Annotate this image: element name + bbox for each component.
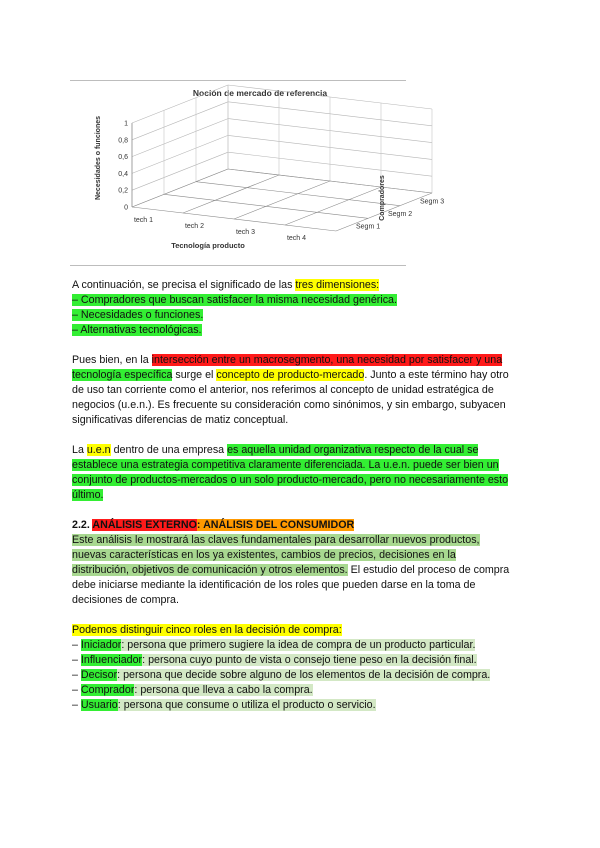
role-desc: : persona cuyo punto de vista o consejo tiene peso en la decisión final. xyxy=(142,654,477,666)
x-tick-labels xyxy=(134,217,306,242)
highlight-uen-definition: último. xyxy=(72,489,104,501)
x-axis-label: Tecnología producto xyxy=(171,241,245,250)
dimension-item xyxy=(72,308,532,323)
x-tick-label: tech 1 xyxy=(133,217,154,224)
role-name: Influenciador xyxy=(80,654,143,666)
y-tick-label: 0,4 xyxy=(118,170,128,178)
chart-title: Noción de mercado de referencia xyxy=(192,88,328,98)
role-desc: : persona que consume o utiliza el producto o servicio. xyxy=(117,699,376,711)
y-tick-label: 0,8 xyxy=(118,137,128,145)
heading-number: 2.2. xyxy=(72,519,93,531)
text: Pues bien, en la xyxy=(72,354,152,366)
text: La xyxy=(72,444,87,456)
highlight-analysis: nuevas características en los ya existentes, cambios de precios, decisiones en la xyxy=(72,549,456,561)
y-tick-label: 0 xyxy=(124,204,128,212)
chart-bottom-rule xyxy=(70,265,406,266)
z-tick-label: Segm 1 xyxy=(356,223,381,231)
gridline-side xyxy=(132,85,228,123)
dimension-item-text: Alternativas tecnológicas. xyxy=(80,324,202,336)
text: negocios (u.e.n.). Es frecuente su consideración como sinónimos, y sin embargo, subyacen xyxy=(72,399,506,411)
highlight-analysis: distribución, objetivos de comunicación y otros elementos. xyxy=(72,564,348,576)
y-tick-labels xyxy=(118,121,128,212)
highlight-roles-intro: Podemos distinguir cinco roles en la decisión de compra: xyxy=(72,624,342,636)
z-axis-label: Compradores xyxy=(379,175,386,221)
heading-external-analysis: ANÁLISIS EXTERNO xyxy=(92,519,197,531)
dimension-item xyxy=(72,323,532,338)
y-axis-label: Necesidades o funciones xyxy=(95,115,102,201)
dimension-item-text: Compradores que buscan satisfacer la misma necesidad genérica. xyxy=(80,294,397,306)
heading-consumer-analysis: ANÁLISIS DEL CONSUMIDOR xyxy=(203,519,355,531)
intro-text: A continuación, se precisa el significado de las xyxy=(72,279,296,291)
gridline-side xyxy=(132,152,228,190)
highlight-product-market: concepto de producto-mercado xyxy=(216,369,365,381)
dash: – xyxy=(72,309,81,321)
dimensions-intro xyxy=(72,278,532,293)
highlight-analysis: Este análisis le mostrará las claves fundamentales para desarrollar nuevos productos, xyxy=(72,534,480,546)
floor-gridline xyxy=(132,207,336,231)
z-tick-label: Segm 3 xyxy=(420,198,445,206)
floor-gridline xyxy=(285,187,381,225)
highlight-uen: u.e.n xyxy=(86,444,111,456)
role-item xyxy=(72,653,532,668)
role-item xyxy=(72,668,532,683)
gridline-side xyxy=(132,135,228,173)
role-name: Usuario xyxy=(80,699,118,711)
role-desc: : persona que lleva a cabo la compra. xyxy=(134,684,313,696)
role-name: Iniciador xyxy=(80,639,122,651)
paragraph-product-market xyxy=(72,353,532,428)
dash: – xyxy=(72,699,81,711)
role-desc: : persona que primero sugiere la idea de compra de un producto particular. xyxy=(121,639,476,651)
text: dentro de una empresa xyxy=(110,444,228,456)
paragraph-uen xyxy=(72,443,532,503)
dimension-item-text: Necesidades o funciones. xyxy=(80,309,204,321)
text: decisiones de compra. xyxy=(72,594,179,606)
role-name: Decisor xyxy=(80,669,118,681)
floor-gridline xyxy=(183,175,279,213)
roles-intro xyxy=(72,623,532,638)
dash: – xyxy=(72,669,81,681)
highlight-uen-definition: es aquella unidad organizativa respecto de la cual se xyxy=(227,444,479,456)
highlight-uen-definition: conjunto de productos-mercados o un solo producto-mercado, pero no necesariamente esto xyxy=(72,474,509,486)
text: El estudio del proceso de compra xyxy=(347,564,510,576)
dash: – xyxy=(72,654,81,666)
text: debe iniciarse mediante la identificación de los roles que pueden darse en la toma de xyxy=(72,579,476,591)
chart-svg xyxy=(70,80,445,266)
role-desc: : persona que decide sobre alguno de los elementos de la decisión de compra. xyxy=(117,669,491,681)
y-tick-label: 0,2 xyxy=(118,187,128,195)
floor-gridline xyxy=(132,169,228,207)
z-tick-label: Segm 2 xyxy=(388,211,413,218)
paragraph-consumer-analysis xyxy=(72,533,532,608)
x-tick-label: tech 4 xyxy=(286,235,307,242)
highlight-technology: tecnología específica xyxy=(72,369,173,381)
section-heading xyxy=(72,518,532,533)
role-name: Comprador xyxy=(80,684,135,696)
y-tick-label: 0,6 xyxy=(118,154,128,162)
dash: – xyxy=(72,639,81,651)
text: surge el xyxy=(172,369,217,381)
dash: – xyxy=(72,294,81,306)
highlight-uen-definition: establece una estrategia competitiva claramente diferenciada. La u.e.n. puede ser bien un xyxy=(72,459,499,471)
text: de uso tan corriente como el anterior, nos referimos al concepto de unidad estratégica de xyxy=(72,384,494,396)
floor-gridline xyxy=(164,194,368,218)
highlight-intersection: intersección entre un macrosegmento, una necesidad por satisfacer y una xyxy=(151,354,503,366)
document-body xyxy=(72,278,532,713)
z-tick-labels xyxy=(356,198,444,230)
gridline-side xyxy=(132,119,228,157)
x-tick-label: tech 3 xyxy=(235,229,256,236)
role-item xyxy=(72,698,532,713)
dimension-item xyxy=(72,293,532,308)
y-tick-label: 1 xyxy=(124,120,128,128)
dash: – xyxy=(72,324,81,336)
dash: – xyxy=(72,684,81,696)
floor-gridline xyxy=(234,181,330,219)
text: . Junto a este término hay otro xyxy=(364,369,509,381)
chart-reference-market xyxy=(70,80,445,266)
x-tick-label: tech 2 xyxy=(184,223,205,230)
highlight-three-dimensions: tres dimensiones: xyxy=(295,279,380,291)
chart-grid xyxy=(132,85,432,231)
text: significativas diferencias de matiz conceptual. xyxy=(72,414,289,426)
role-item xyxy=(72,683,532,698)
heading-colon: : xyxy=(196,519,204,531)
role-item xyxy=(72,638,532,653)
gridline-side xyxy=(132,102,228,140)
floor-gridline xyxy=(196,182,400,206)
